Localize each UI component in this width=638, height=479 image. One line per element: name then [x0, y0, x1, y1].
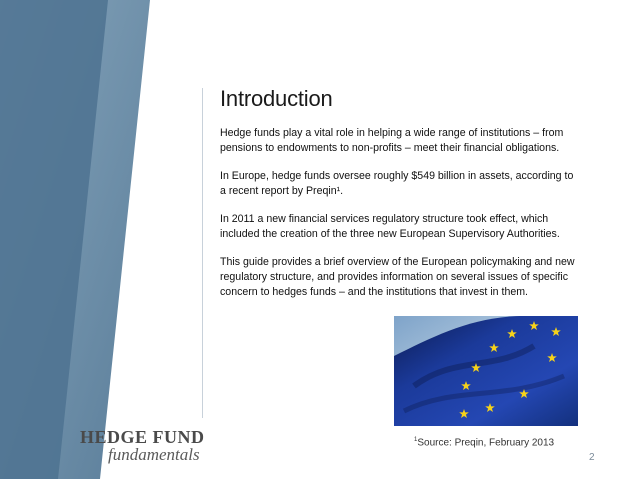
footnote — [414, 437, 554, 448]
paragraph-4: This guide provides a brief overview of the European policymaking and new regulatory structure, and provides information on several issues of specific concern to hedges funds – and the institutions that invest in them. — [220, 256, 575, 298]
paragraph-3: In 2011 a new financial services regulatory structure took effect, which included the creation of the three new European Supervisory Authorities. — [220, 213, 560, 240]
hedge-fund-fundamentals-logo — [80, 428, 205, 464]
slide-title: Introduction — [220, 86, 333, 111]
logo-line-2: fundamentals — [108, 445, 200, 464]
page-number: 2 — [589, 452, 595, 463]
paragraph-2: In Europe, hedge funds oversee roughly $549 billion in assets, according to a recent report by Preqin¹. — [220, 170, 574, 197]
footnote-text: Source: Preqin, February 2013 — [417, 437, 555, 449]
eu-flag-photo — [394, 316, 578, 426]
paragraph-1: Hedge funds play a vital role in helping a wide range of institutions – from pensions to endowments to non-profits – meet their financial obligations. — [220, 127, 564, 154]
content-block — [220, 86, 580, 313]
logo-line-1: HEDGE FUND — [80, 427, 205, 447]
vertical-divider — [202, 88, 203, 418]
footnote-marker: 1 — [414, 437, 418, 443]
